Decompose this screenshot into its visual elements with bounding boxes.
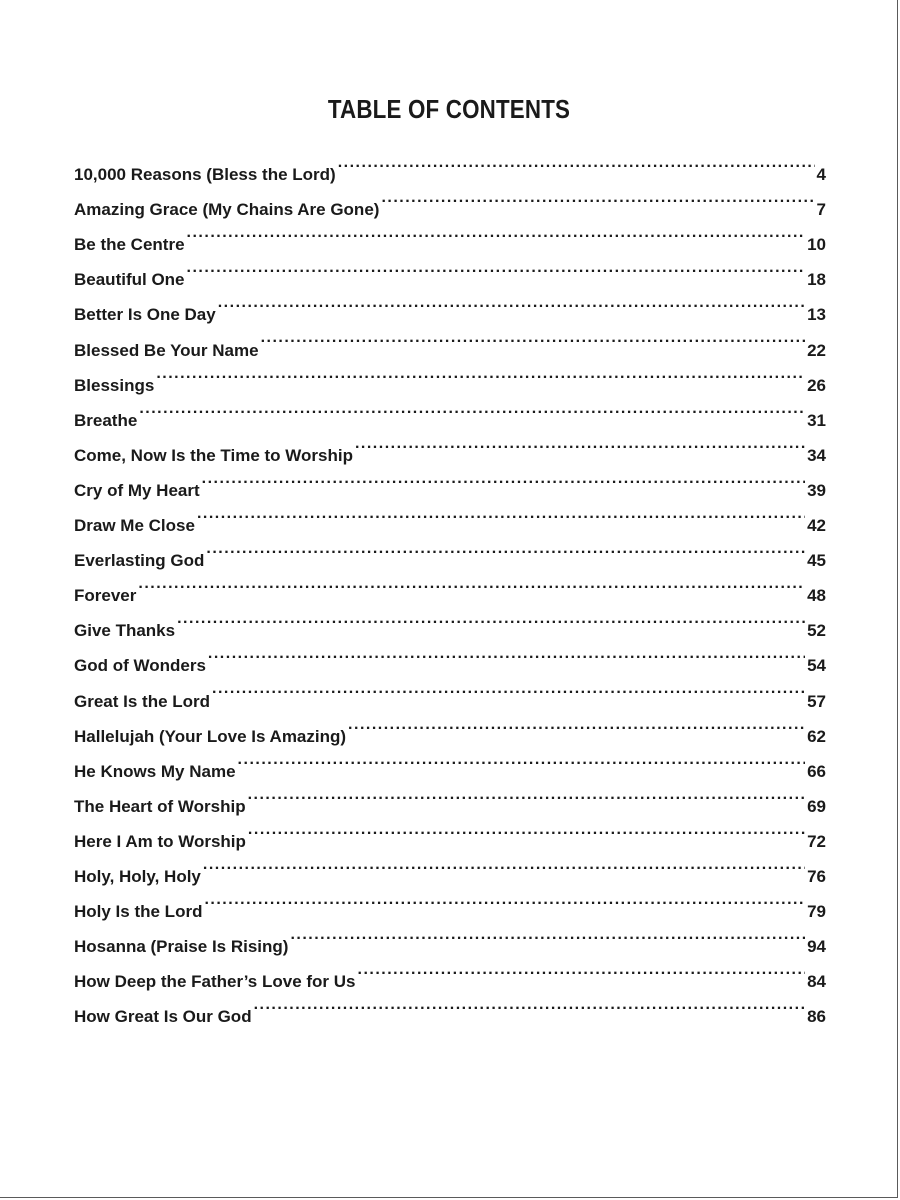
dot-leader [338,145,815,180]
toc-entry [74,250,826,290]
toc-entry-page: 7 [816,200,826,220]
toc-entry-title: Come, Now Is the Time to Worship [74,445,353,465]
dot-leader [206,531,805,566]
toc-entry-title: Beautiful One [74,270,185,290]
toc-entry-title: How Deep the Father’s Love for Us [74,972,356,992]
toc-entry-title: The Heart of Worship [74,796,246,816]
dot-leader [156,356,805,391]
toc-entry-page: 57 [807,691,826,711]
toc-entry-title: He Knows My Name [74,761,236,781]
toc-entry-title: Hallelujah (Your Love Is Amazing) [74,726,347,746]
toc-entry-page: 84 [807,972,826,992]
toc-entry-page: 4 [816,165,826,185]
toc-entry-page: 54 [807,656,826,676]
toc-entry-page: 39 [807,480,826,500]
toc-entry-title: Everlasting God [74,551,205,571]
toc-entry-page: 13 [807,305,826,325]
dot-leader [348,707,805,742]
page-title: TABLE OF CONTENTS [327,94,571,124]
toc-entry-title: Holy, Holy, Holy [74,866,201,886]
dot-leader [212,671,805,706]
toc-entry-title: How Great Is Our God [74,1007,252,1027]
toc-entry [74,356,826,395]
toc-entry-page: 45 [807,551,826,571]
dot-leader [208,636,805,671]
dot-leader [238,742,806,777]
dot-leader [254,987,805,1022]
toc-entry-page: 52 [807,621,826,641]
dot-leader [204,882,805,917]
toc-entry [74,145,826,185]
dot-leader [290,917,805,952]
toc-entry-title: Forever [74,586,137,606]
dot-leader [218,285,805,320]
dot-leader [187,215,806,250]
toc-entry [74,391,826,430]
toc-entry [74,601,826,641]
toc-entry-page: 22 [807,340,826,360]
toc-entry-page: 26 [807,375,826,395]
dot-leader [202,461,805,496]
toc-entry-title: Amazing Grace (My Chains Are Gone) [74,200,380,220]
toc-entry-page: 94 [807,937,826,957]
toc-entry-title: Give Thanks [74,621,176,641]
toc-entry-page: 18 [807,270,826,290]
toc-entry-page: 72 [807,831,826,851]
toc-entry-title: Holy Is the Lord [74,902,203,922]
dot-leader [248,812,805,847]
toc-entry-page: 34 [807,445,826,465]
toc-entry-title: Be the Centre [74,235,185,255]
toc-list [74,145,826,1027]
dot-leader [355,426,805,461]
toc-entry-page: 76 [807,866,826,886]
dot-leader [197,496,805,531]
toc-entry-page: 79 [807,902,826,922]
toc-entry-title: God of Wonders [74,656,206,676]
dot-leader [139,391,805,426]
toc-entry-title: Cry of My Heart [74,480,200,500]
dot-leader [187,250,806,285]
toc-entry [74,285,826,325]
dot-leader [381,180,814,215]
toc-entry [74,215,826,255]
toc-entry-title: 10,000 Reasons (Bless the Lord) [74,165,336,185]
toc-entry-page: 31 [807,410,826,430]
toc-entry-title: Hosanna (Praise Is Rising) [74,937,289,957]
toc-entry-page: 66 [807,761,826,781]
toc-entry-title: Breathe [74,410,138,430]
dot-leader [138,566,805,601]
toc-entry-title: Draw Me Close [74,516,195,536]
dot-leader [203,847,805,882]
toc-entry-title: Blessed Be Your Name [74,340,259,360]
toc-entry [74,636,826,676]
toc-entry-page: 69 [807,796,826,816]
dot-leader [248,777,805,812]
toc-entry-page: 62 [807,726,826,746]
toc-entry-title: Blessings [74,375,155,395]
dot-leader [358,952,806,987]
dot-leader [177,601,805,636]
toc-entry-title: Great Is the Lord [74,691,211,711]
dot-leader [261,320,806,355]
toc-entry-page: 42 [807,516,826,536]
toc-entry-page: 10 [807,235,826,255]
toc-entry [74,426,826,465]
toc-entry [74,566,826,606]
toc-entry-title: Here I Am to Worship [74,831,246,851]
toc-entry-title: Better Is One Day [74,305,216,325]
toc-entry-page: 48 [807,586,826,606]
toc-entry-page: 86 [807,1007,826,1027]
